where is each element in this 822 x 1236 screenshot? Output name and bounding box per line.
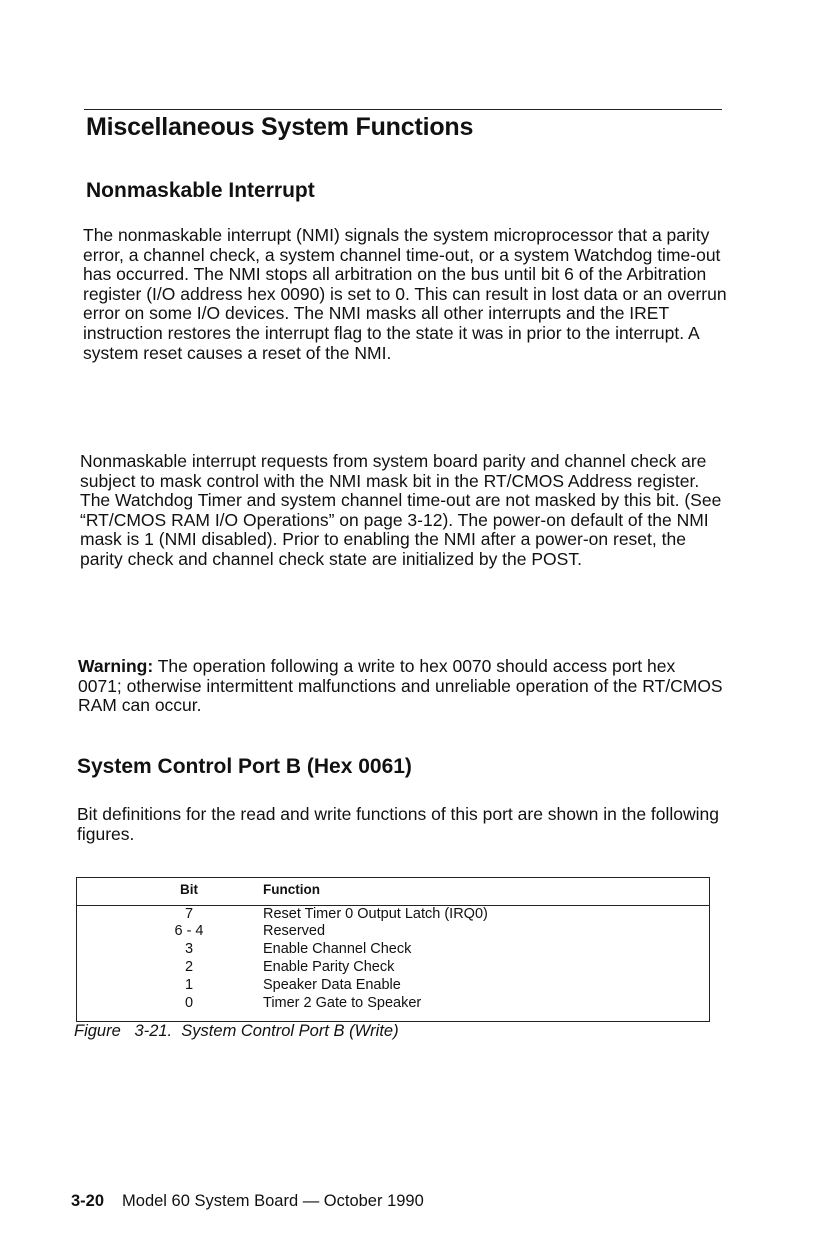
footer-text: Model 60 System Board — October 1990 — [122, 1192, 424, 1210]
section-title: Miscellaneous System Functions — [86, 113, 474, 141]
warning-label: Warning: — [78, 656, 154, 676]
row-bit: 0 — [184, 995, 194, 1011]
figure-caption: Figure 3-21. System Control Port B (Write) — [74, 1022, 399, 1040]
table-row — [77, 995, 709, 1013]
header-function: Function — [263, 882, 320, 897]
row-function: Speaker Data Enable — [263, 977, 401, 993]
row-function: Reset Timer 0 Output Latch (IRQ0) — [263, 906, 488, 922]
table-row — [77, 959, 709, 977]
row-function: Enable Channel Check — [263, 941, 412, 957]
nmi-paragraph-1: The nonmaskable interrupt (NMI) signals the system microprocessor that a parity error, a channel check, a system channel time-out, or a system Watchdog time-out has occurred. The NMI stops all arbitration on the bus until bit 6 of the Arbitration register (I/O address hex 0090) is set to 0. This can result in lost data or an overrun error on some I/O devices. The NMI masks all other interrupts and the IRET instruction restores the interrupt flag to the state it was in prior to the interrupt. A system reset causes a reset of the NMI. — [83, 225, 727, 363]
top-rule — [84, 109, 722, 110]
port-b-heading: System Control Port B (Hex 0061) — [77, 755, 412, 778]
table-row — [77, 977, 709, 995]
warning-paragraph — [78, 657, 723, 716]
row-function: Reserved — [263, 923, 326, 939]
table-row — [77, 941, 709, 959]
warning-text: The operation following a write to hex 0070 should access port hex 0071; otherwise intermittent malfunctions and unreliable operation of the RT/CMOS RAM can occur. — [78, 656, 723, 716]
bit-definition-table — [76, 877, 710, 1022]
row-bit: 2 — [184, 959, 194, 975]
table-row — [77, 923, 709, 941]
port-b-intro: Bit definitions for the read and write functions of this port are shown in the following figures. — [77, 804, 720, 844]
page-footer — [71, 1192, 424, 1211]
row-bit: 7 — [184, 906, 194, 922]
row-bit: 3 — [184, 941, 194, 957]
table-row — [77, 906, 709, 924]
row-bit: 6 - 4 — [174, 923, 204, 939]
row-function: Enable Parity Check — [263, 959, 395, 975]
table-header — [77, 878, 709, 906]
row-function: Timer 2 Gate to Speaker — [263, 995, 422, 1011]
row-bit: 1 — [184, 977, 194, 993]
header-bit: Bit — [180, 882, 198, 897]
page-number: 3-20 — [71, 1192, 105, 1210]
nmi-heading: Nonmaskable Interrupt — [86, 179, 315, 202]
nmi-paragraph-2: Nonmaskable interrupt requests from system board parity and channel check are subject to mask control with the NMI mask bit in the RT/CMOS Address register. The Watchdog Timer and system channel time-out are not masked by this bit. (See “RT/CMOS RAM I/O Operations” on page 3-12). The power-on default of the NMI mask is 1 (NMI disabled). Prior to enabling the NMI after a power-on reset, the parity check and channel check state are initialized by the POST. — [80, 451, 722, 569]
